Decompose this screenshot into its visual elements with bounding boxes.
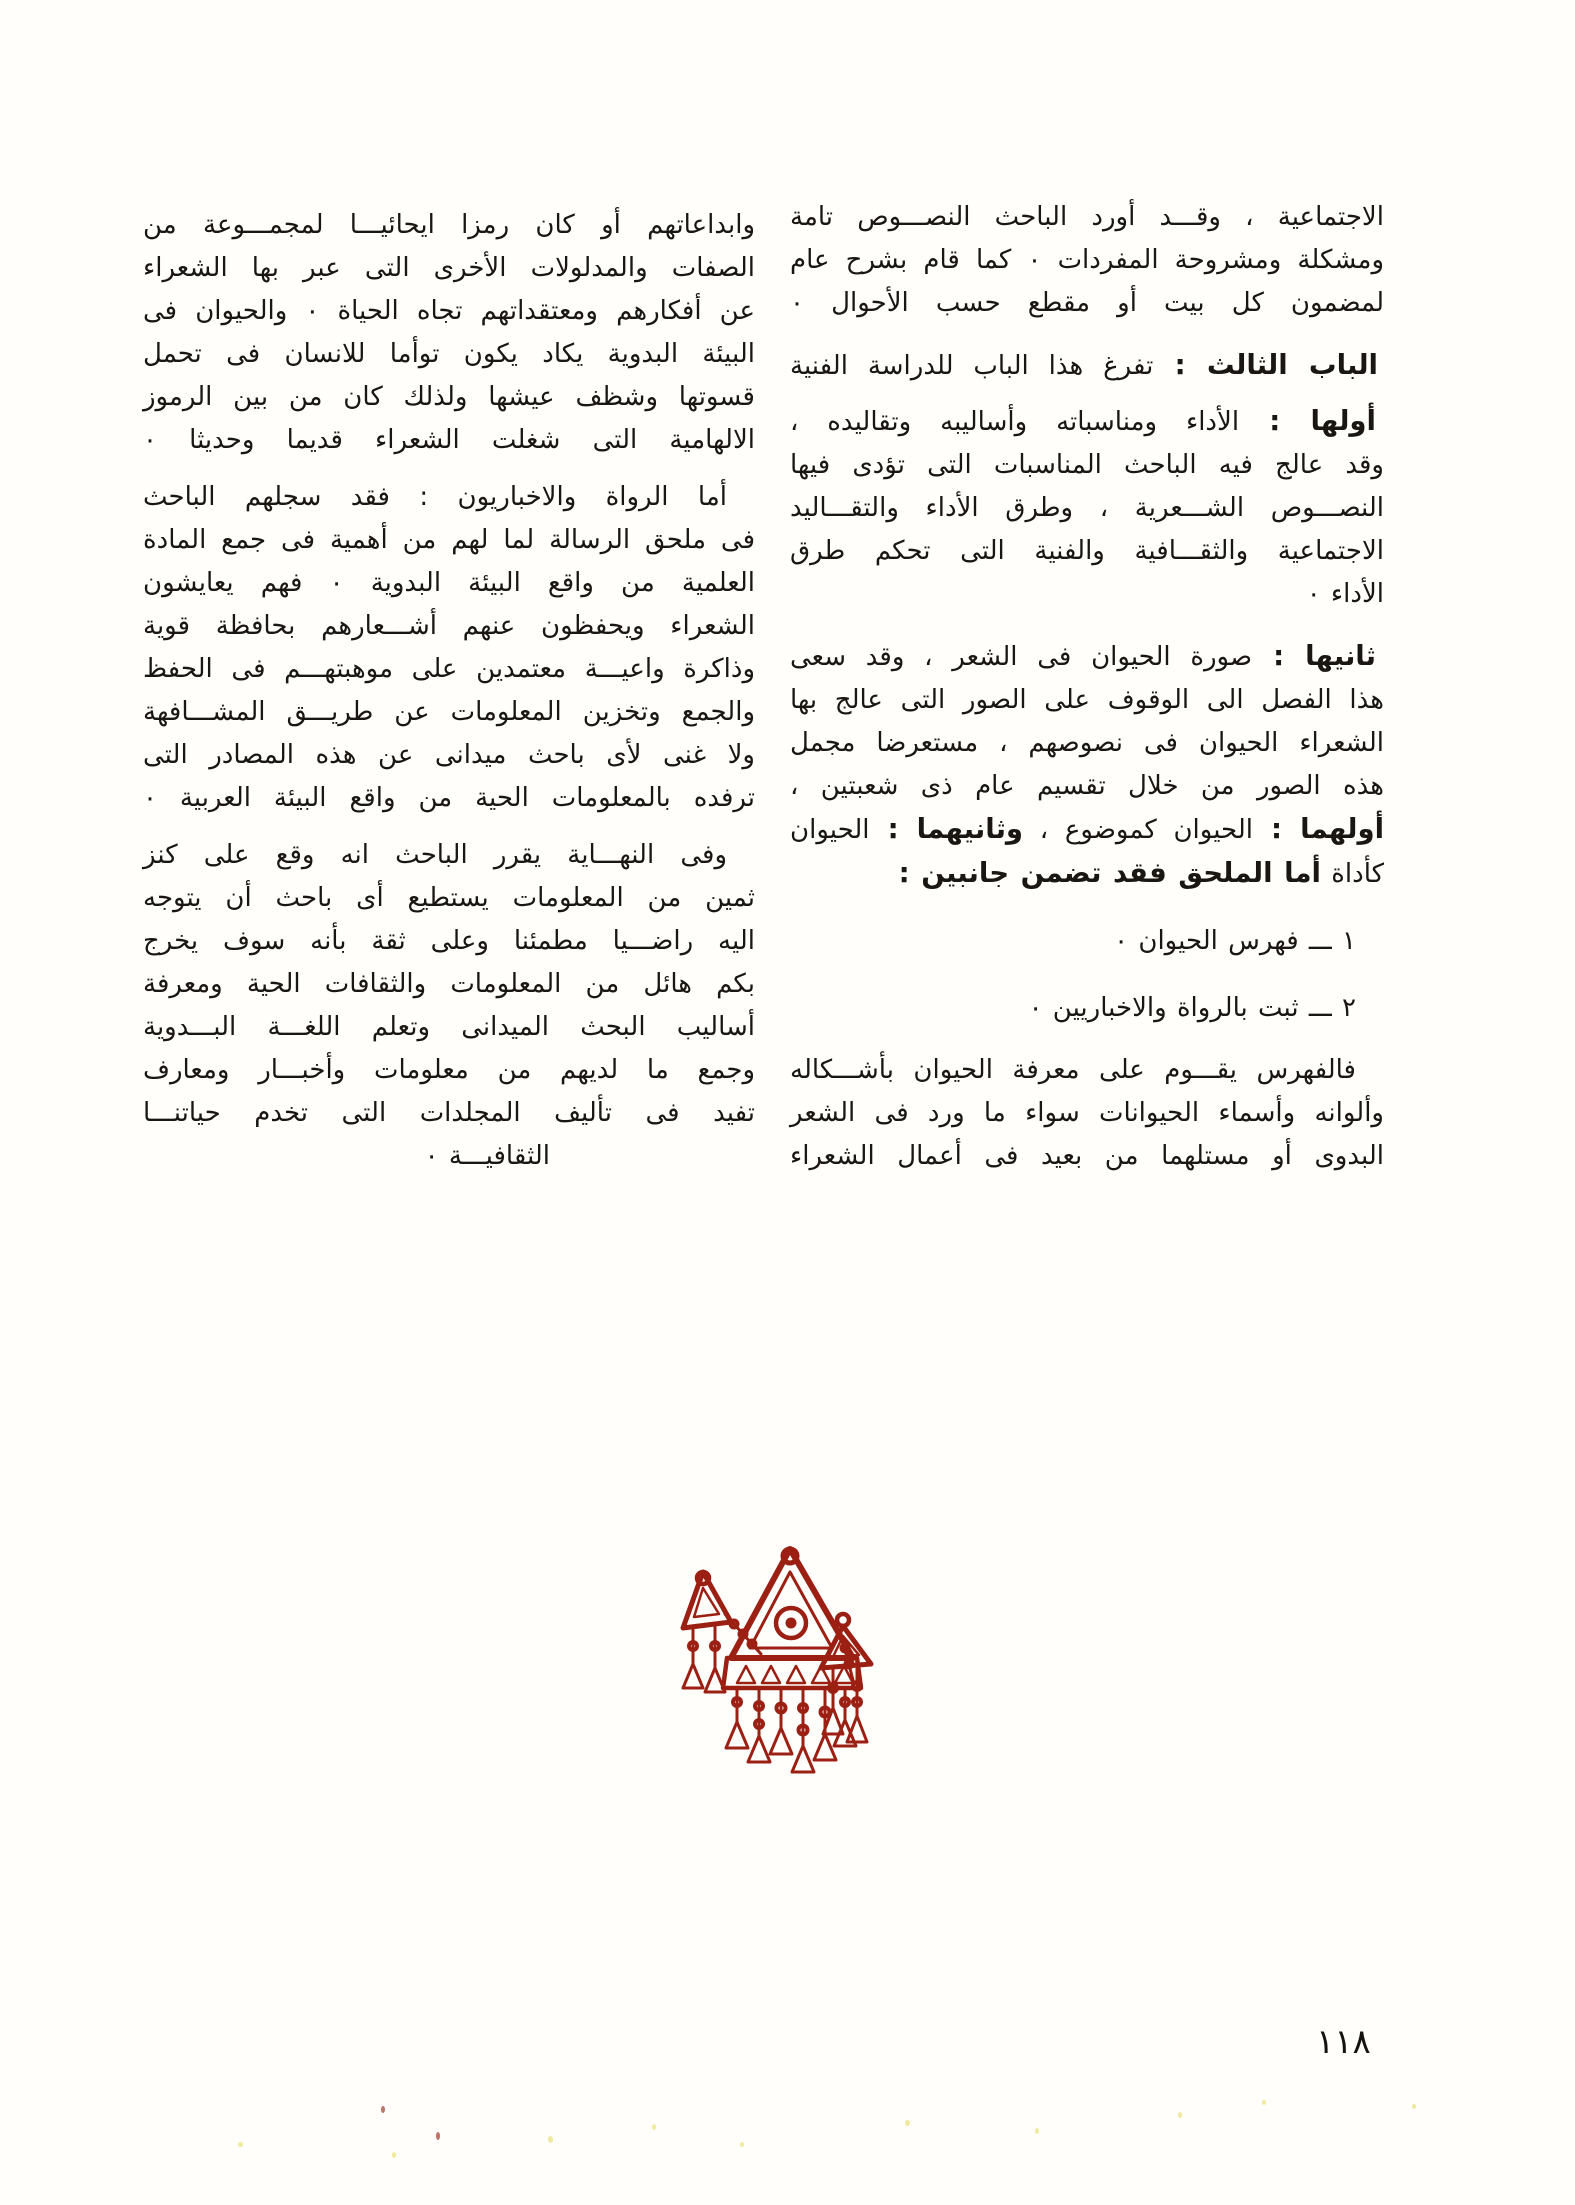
bold-lead: أولهما : bbox=[1253, 813, 1385, 845]
text-run: هذه الصور من خلال تقسيم عام ذى شعبتين ، bbox=[790, 771, 1384, 801]
text-line bbox=[143, 834, 755, 877]
text-line bbox=[143, 691, 755, 734]
scan-speck bbox=[905, 2120, 910, 2126]
bold-lead: أما الملحق فقد تضمن جانبين : bbox=[898, 857, 1321, 889]
text-run: تفيد فى تأليف المجلدات التى تخدم حياتنـــا bbox=[143, 1098, 755, 1128]
text-run: قسوتها وشظف عيشها ولذلك كان من بين الرموز bbox=[143, 382, 755, 412]
text-line bbox=[790, 282, 1384, 325]
text-run: ترفده بالمعلومات الحية من واقع البيئة العربية ٠ bbox=[143, 783, 755, 813]
text-run: اليه راضـــيا مطمئنا وعلى ثقة بأنه سوف يخرج bbox=[143, 926, 755, 956]
bold-lead: وثانيهما : bbox=[869, 813, 1024, 845]
text-run: العلمية من واقع البيئة البدوية ٠ فهم يعايشون bbox=[143, 568, 756, 598]
text-run: لمضمون كل بيت أو مقطع حسب الأحوال ٠ bbox=[790, 288, 1384, 318]
text-run: فالفهرس يقـــوم على معرفة الحيوان بأشـــكاله bbox=[790, 1055, 1356, 1085]
text-line bbox=[143, 376, 755, 419]
text-line bbox=[143, 519, 755, 562]
text-line bbox=[143, 877, 755, 920]
text-line bbox=[790, 852, 1384, 896]
scan-speck bbox=[740, 2142, 744, 2147]
text-line bbox=[790, 722, 1384, 765]
text-run: البيئة البدوية يكاد يكون توأما للانسان فى تحمل bbox=[143, 339, 755, 369]
text-line bbox=[790, 679, 1384, 722]
text-run: وفى النهـــاية يقرر الباحث انه وقع على كنز bbox=[143, 840, 727, 870]
text-line bbox=[143, 734, 755, 777]
scan-speck bbox=[381, 2106, 385, 2113]
text-run: وذاكرة واعيـــة معتمدين على موهبتهـــم فى الحفظ bbox=[143, 654, 755, 684]
text-line bbox=[790, 400, 1384, 444]
text-run: الشعراء الحيوان فى نصوصهم ، مستعرضا مجمل bbox=[790, 728, 1384, 758]
bedouin-amulet-ornament-svg bbox=[672, 1536, 904, 1778]
text-run: بكم هائل من المعلومات والثقافات الحية ومعرفة bbox=[143, 969, 755, 999]
text-line bbox=[143, 333, 755, 376]
text-line bbox=[143, 648, 755, 691]
paragraph bbox=[790, 344, 1384, 388]
text-line bbox=[790, 920, 1384, 963]
text-line bbox=[143, 1092, 755, 1135]
text-run: أساليب البحث الميدانى وتعلم اللغـــة البـــدوية bbox=[143, 1012, 755, 1042]
paragraph bbox=[790, 635, 1384, 896]
text-run: ومشكلة ومشروحة المفردات ٠ كما قام بشرح عام bbox=[790, 245, 1385, 275]
text-line bbox=[143, 204, 755, 247]
text-run: وألوانه وأسماء الحيوانات سواء ما ورد فى الشعر bbox=[790, 1098, 1384, 1128]
paragraph bbox=[143, 834, 755, 1178]
bedouin-amulet-ornament bbox=[672, 1536, 904, 1778]
text-run: كأداة bbox=[1321, 859, 1384, 889]
text-run: هذا الفصل الى الوقوف على الصور التى عالج بها bbox=[790, 685, 1384, 715]
paragraph bbox=[790, 400, 1384, 616]
column-right bbox=[790, 196, 1384, 1178]
bold-lead: ثانيها : bbox=[1252, 640, 1376, 672]
text-run: الاجتماعية والثقـــافية والفنية التى تحكم طرق bbox=[790, 536, 1384, 566]
paragraph bbox=[790, 920, 1384, 963]
text-run: صورة الحيوان فى الشعر ، وقد سعى bbox=[790, 642, 1253, 672]
text-line bbox=[143, 419, 755, 462]
text-line bbox=[790, 487, 1384, 530]
text-run: وقد عالج فيه الباحث المناسبات التى تؤدى فيها bbox=[790, 450, 1384, 480]
text-line bbox=[143, 562, 755, 605]
text-line bbox=[790, 196, 1384, 239]
text-run: الالهامية التى شغلت الشعراء قديما وحديثا ٠ bbox=[143, 425, 755, 455]
text-line bbox=[143, 605, 755, 648]
text-run: ثمين من المعلومات يستطيع أى باحث أن يتوجه bbox=[143, 883, 755, 913]
text-line bbox=[790, 987, 1384, 1030]
scan-speck bbox=[238, 2142, 243, 2147]
paragraph bbox=[790, 196, 1384, 325]
text-line bbox=[143, 920, 755, 963]
text-run: النصـــوص الشـــعرية ، وطرق الأداء والتقـــاليد bbox=[790, 493, 1384, 523]
paragraph bbox=[790, 987, 1384, 1030]
text-line bbox=[790, 635, 1384, 679]
text-run: وابداعاتهم أو كان رمزا ايحائيـــا لمجمـــوعة من bbox=[143, 210, 755, 240]
text-run: الاجتماعية ، وقـــد أورد الباحث النصـــوص تامة bbox=[790, 202, 1384, 232]
text-run: الصفات والمدلولات الأخرى التى عبر بها الشعراء bbox=[143, 253, 755, 283]
text-run: أما الرواة والاخباريون : فقد سجلهم الباحث bbox=[143, 482, 727, 512]
text-run: ١ ـــ فهرس الحيوان ٠ bbox=[1114, 926, 1356, 956]
text-run: الشعراء ويحفظون عنهم أشـــعارهم بحافظة قوية bbox=[143, 611, 755, 641]
text-line bbox=[143, 1006, 755, 1049]
text-line bbox=[143, 1135, 755, 1178]
text-run: فى ملحق الرسالة لما لهم من أهمية فى جمع المادة bbox=[143, 525, 755, 555]
text-run: وجمع ما لديهم من معلومات وأخبـــار ومعارف bbox=[143, 1055, 755, 1085]
scan-speck bbox=[1035, 2128, 1039, 2134]
text-line bbox=[790, 239, 1384, 282]
scan-speck bbox=[436, 2132, 440, 2140]
paragraph bbox=[143, 476, 755, 820]
text-run: الأداء ٠ bbox=[1306, 579, 1384, 609]
text-line bbox=[143, 290, 755, 333]
text-line bbox=[790, 530, 1384, 573]
scan-speck bbox=[1412, 2104, 1416, 2109]
scan-speck bbox=[392, 2152, 396, 2158]
text-line bbox=[790, 808, 1384, 852]
text-line bbox=[790, 344, 1384, 388]
text-line bbox=[790, 573, 1384, 616]
text-line bbox=[143, 777, 755, 820]
text-line bbox=[143, 1049, 755, 1092]
bold-lead: أولها : bbox=[1239, 405, 1376, 437]
text-line bbox=[790, 444, 1384, 487]
text-line bbox=[790, 1092, 1384, 1135]
text-run: ولا غنى لأى باحث ميدانى عن هذه المصادر التى bbox=[143, 740, 755, 770]
column-left bbox=[143, 204, 755, 1178]
text-run: تفرغ هذا الباب للدراسة الفنية bbox=[790, 351, 1154, 381]
text-line bbox=[790, 1049, 1384, 1092]
scan-speck bbox=[652, 2124, 656, 2130]
paragraph bbox=[143, 204, 755, 462]
text-line bbox=[143, 476, 755, 519]
text-run: الأداء ومناسباته وأساليبه وتقاليده ، bbox=[790, 407, 1240, 437]
text-run: عن أفكارهم ومعتقداتهم تجاه الحياة ٠ والحيوان فى bbox=[143, 296, 755, 326]
scan-speck bbox=[548, 2136, 553, 2143]
scan-speck bbox=[1178, 2112, 1182, 2118]
text-line bbox=[143, 963, 755, 1006]
text-run: الثقافيـــة ٠ bbox=[424, 1141, 550, 1171]
text-line bbox=[143, 247, 755, 290]
bold-lead: الباب الثالث : bbox=[1153, 349, 1378, 381]
text-run: والجمع وتخزين المعلومات عن طريـــق المشـــافهة bbox=[143, 697, 755, 727]
paragraph bbox=[790, 1049, 1384, 1178]
text-line bbox=[790, 765, 1384, 808]
text-line bbox=[790, 1135, 1384, 1178]
text-run: ٢ ـــ ثبت بالرواة والاخباريين ٠ bbox=[1028, 993, 1356, 1023]
page-number: ١١٨ bbox=[1316, 2022, 1371, 2062]
scan-speck bbox=[1262, 2100, 1266, 2105]
text-run: البدوى أو مستلهما من بعيد فى أعمال الشعراء bbox=[790, 1141, 1384, 1171]
text-run: الحيوان bbox=[790, 815, 870, 845]
text-run: الحيوان كموضوع ، bbox=[1023, 815, 1253, 845]
